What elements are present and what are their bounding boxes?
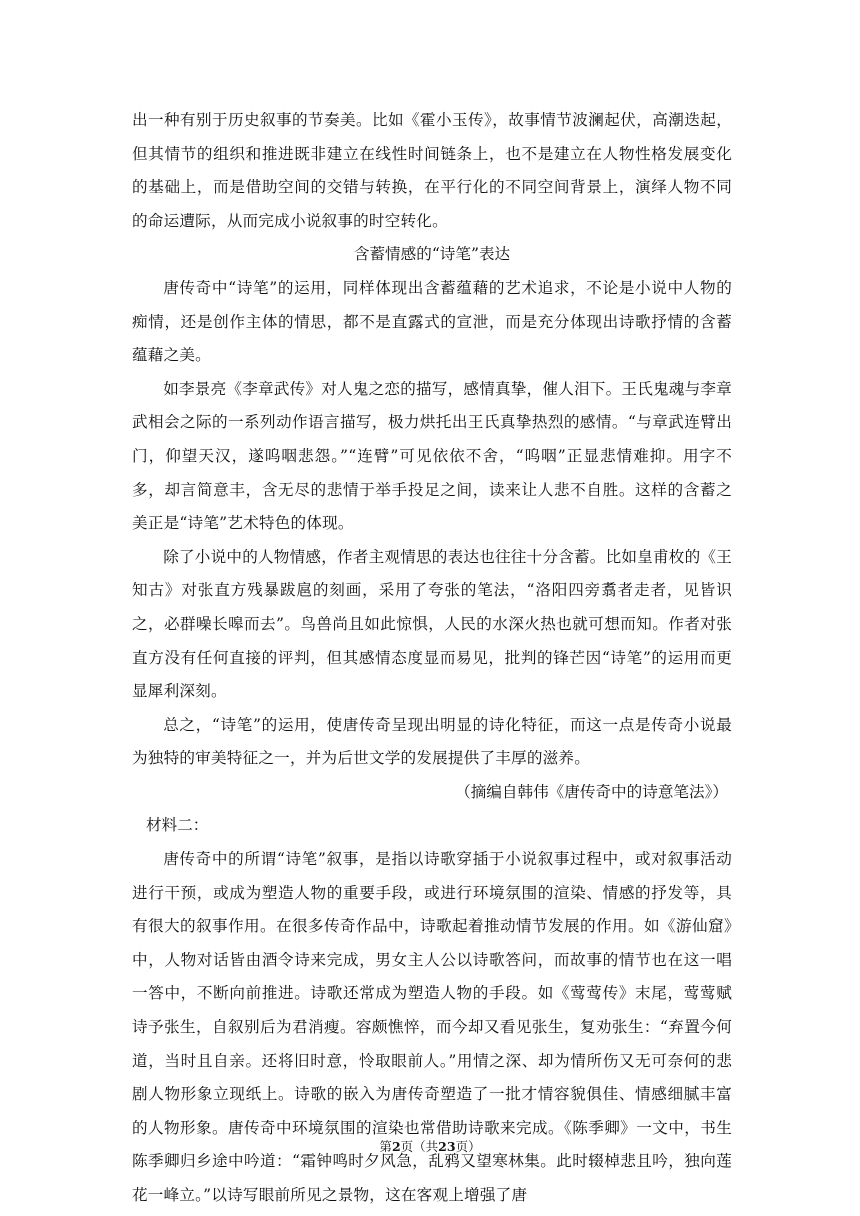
paragraph: 唐传奇中“诗笔”的运用，同样体现出含蓄蕴藉的艺术追求，不论是小说中人物的痴情，还是创作主体的情思，都不是直露式的宣泄，而是充分体现出诗歌抒情的含蓄蕴藉之美。: [132, 278, 732, 365]
section-heading: 含蓄情感的“诗笔”表达: [353, 245, 511, 264]
paragraph: 如李景亮《李章武传》对人鬼之恋的描写，感情真挚，催人泪下。王氏鬼魂与李章武相会之际的一系列动作语言描写，极力烘托出王氏真挚热烈的感情。“与章武连臂出门，仰望天汉，遂呜咽悲怨。”“连臂”可见依依不舍，“呜咽”正显悲情难抑。用字不多，却言简意丰，含无尽的悲情于举手投足之间，读来让人悲不自胜。这样的含蓄之美正是“诗笔”艺术特色的体现。: [132, 379, 732, 533]
source-citation: （摘编自韩伟《唐传奇中的诗意笔法》）: [455, 782, 728, 801]
footer-suffix: 页）: [455, 1139, 481, 1154]
footer-middle: 页（共: [400, 1139, 439, 1154]
paragraph: 除了小说中的人物情感，作者主观情思的表达也往往十分含蓄。比如皇甫枚的《王知古》对张直方残暴跋扈的刻画，采用了夸张的笔法，“洛阳四旁翥者走者，见皆识之，必群噪长嗥而去”。鸟兽尚且如此惊惧，人民的水深火热也就可想而知。作者对张直方没有任何直接的评判，但其感情态度显而易见，批判的锋芒因“诗笔”的运用而更显犀利深刻。: [132, 547, 732, 701]
page-footer: [0, 1137, 860, 1155]
paragraph: 总之，“诗笔”的运用，使唐传奇呈现出明显的诗化特征，而这一点是传奇小说最为独特的审美特征之一，并为后世文学的发展提供了丰厚的滋养。: [132, 715, 732, 768]
material-label: 材料二：: [146, 816, 209, 835]
paragraph: 唐传奇中的所谓“诗笔”叙事，是指以诗歌穿插于小说叙事过程中，或对叙事活动进行干预，或成为塑造人物的重要手段，或进行环境氛围的渲染、情感的抒发等，具有很大的叙事作用。在很多传奇作品中，诗歌起着推动情节发展的作用。如《游仙窟》中，人物对话皆由酒令诗来完成，男女主人公以诗歌答问，而故事的情节也在这一唱一答中，不断向前推进。诗歌还常成为塑造人物的手段。如《莺莺传》末尾，莺莺赋诗予张生，自叙别后为君消瘦。容颇憔悴，而今却又看见张生，复劝张生：“弃置今何道，当时且自亲。还将旧时意，怜取眼前人。”用情之深、却为情所伤又无可奈何的悲剧人物形象立现纸上。诗歌的嵌入为唐传奇塑造了一批才情容貌俱佳、情感细腻丰富的人物形象。唐传奇中环境氛围的渲染也常借助诗歌来完成。《陈季卿》一文中，书生陈季卿归乡途中吟道：“霜钟鸣时夕风急，乱鸦又望寒林集。此时辍棹悲且吟，独向莲花一峰立。”以诗写眼前所见之景物，这在客观上增强了唐: [132, 850, 732, 1204]
total-pages: 23: [438, 1139, 456, 1154]
paragraph-continued: 出一种有别于历史叙事的节奏美。比如《霍小玉传》，故事情节波澜起伏，高潮迭起，但其情节的组织和推进既非建立在线性时间链条上，也不是建立在人物性格发展变化的基础上，而是借助空间的交错与转换，在平行化的不同空间背景上，演绎人物不同的命运遭际，从而完成小说叙事的时空转化。: [132, 111, 732, 230]
page-number: 2: [391, 1139, 401, 1154]
document-body: [132, 104, 732, 1213]
footer-prefix: 第: [379, 1139, 392, 1154]
